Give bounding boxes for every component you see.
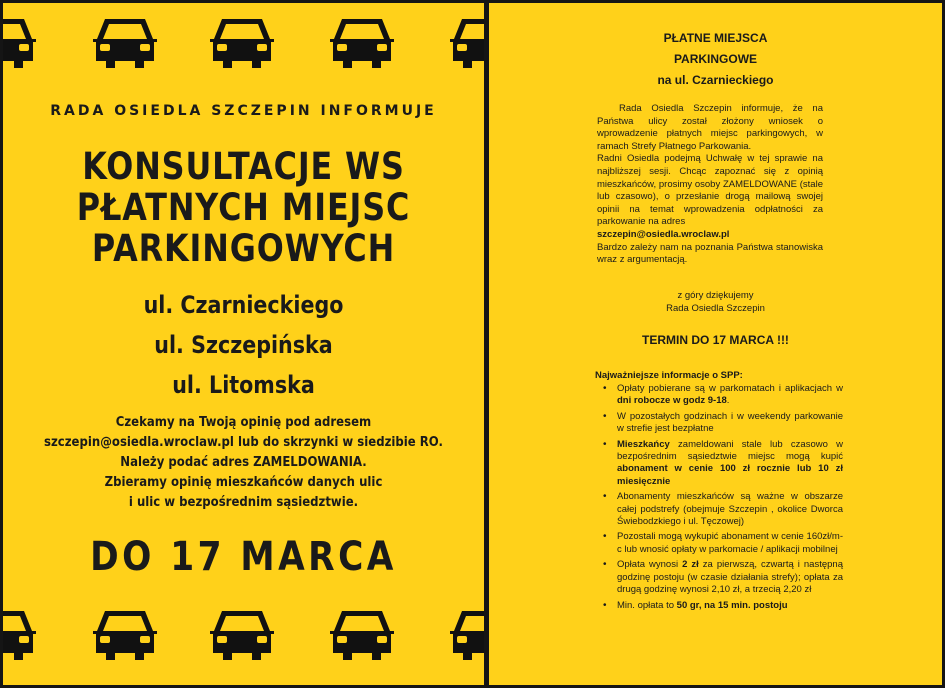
poster-title-line: PŁATNYCH MIEJSC xyxy=(76,186,411,229)
document-body xyxy=(597,103,823,267)
thanks-line: z góry dziękujemy xyxy=(677,290,754,301)
car-icon xyxy=(91,15,159,69)
poster-title xyxy=(37,146,451,269)
info-line: szczepin@osiedla.wroclaw.pl lub do skrzynki w siedzibie RO. xyxy=(44,435,443,450)
document-title-line: PŁATNE MIEJSCA xyxy=(663,31,768,45)
document-title-line: na ul. Czarnieckiego xyxy=(657,73,774,87)
info-line: Czekamy na Twoją opinię pod adresem xyxy=(115,415,372,430)
street-name: ul. Szczepińska xyxy=(154,331,333,359)
poster-title-line: PARKINGOWYCH xyxy=(91,227,396,270)
car-icon xyxy=(448,15,484,69)
poster-header: RADA OSIEDLA SZCZEPIN INFORMUJE xyxy=(50,103,437,119)
car-icon xyxy=(3,607,38,661)
car-icon xyxy=(3,15,38,69)
list-item: • Mieszkańcy zameldowani stale lub czasowo w bezpośrednim sąsiedztwie miejsc mogą kupić abonament w cenie 100 zł rocznie lub 10 zł miesięcznie xyxy=(617,439,843,489)
spp-heading: Najważniejsze informacje o SPP: xyxy=(595,370,743,381)
list-item: • Opłaty pobierane są w parkomatach i aplikacjach w dni robocze w godz 9-18. xyxy=(617,383,843,408)
poster-title-line: KONSULTACJE WS xyxy=(82,145,405,188)
spp-info-list xyxy=(597,383,843,615)
car-icon xyxy=(328,607,396,661)
car-icon xyxy=(448,607,484,661)
list-item: • Pozostali mogą wykupić abonament w cenie 160zł/m-c lub wnosić opłaty w parkomacie / aplikacji mobilnej xyxy=(617,531,843,556)
document-signature xyxy=(489,289,942,315)
document-title xyxy=(489,28,942,91)
car-icon xyxy=(91,607,159,661)
list-item: • Opłata wynosi 2 zł za pierwszą, czwartą i następną godzinę postoju (w czasie działania strefy); opłata za drugą godzinę wynosi 2,10 zł, a trzecią 2,20 zł xyxy=(617,559,843,596)
info-line: i ulic w bezpośrednim sąsiedztwie. xyxy=(128,495,359,510)
paragraph: Bardzo zależy nam na poznania Państwa stanowiska wraz z argumentacją. xyxy=(597,241,823,266)
paragraph: Radni Osiedla podejmą Uchwałę w tej sprawie na najbliższej sesji. Chcąc zapoznać się z opinią mieszkańców, prosimy osoby ZAMELDOWANE (stale lub czasowo), o przesłanie drogą mailową swojej opinii na temat wprowadzenia odpłatności za parkowanie na adres xyxy=(597,153,823,228)
list-item: • W pozostałych godzinach i w weekendy parkowanie w strefie jest bezpłatne xyxy=(617,411,843,436)
info-line: Należy podać adres ZAMELDOWANIA. xyxy=(120,455,367,470)
car-icon xyxy=(208,607,276,661)
car-icon xyxy=(328,15,396,69)
paragraph: Rada Osiedla Szczepin informuje, że na Państwa ulicy został złożony wniosek o wprowadzenie płatnych miejsc parkingowych, w ramach Strefy Płatnego Parkowania. xyxy=(597,103,823,152)
left-poster xyxy=(3,3,484,685)
car-icon xyxy=(208,15,276,69)
info-line: Zbieramy opinię mieszkańców danych ulic xyxy=(104,475,383,490)
street-name: ul. Czarnieckiego xyxy=(143,291,344,319)
document-title-line: PARKINGOWE xyxy=(673,52,758,66)
poster-deadline: DO 17 MARCA xyxy=(90,534,397,580)
list-item: • Abonamenty mieszkańców są ważne w obszarze całej podstrefy (obejmuje Szczepin , okolice Dworca Świebodzkiego i ul. Tęczowej) xyxy=(617,491,843,528)
deadline-notice: TERMIN DO 17 MARCA !!! xyxy=(642,333,789,347)
street-name: ul. Litomska xyxy=(172,371,315,399)
right-document xyxy=(489,3,942,685)
signature-line: Rada Osiedla Szczepin xyxy=(666,303,765,314)
poster-info xyxy=(27,413,460,513)
email-address: szczepin@osiedla.wroclaw.pl xyxy=(597,228,730,240)
list-item: • Min. opłata to 50 gr, na 15 min. postoju xyxy=(617,600,843,612)
